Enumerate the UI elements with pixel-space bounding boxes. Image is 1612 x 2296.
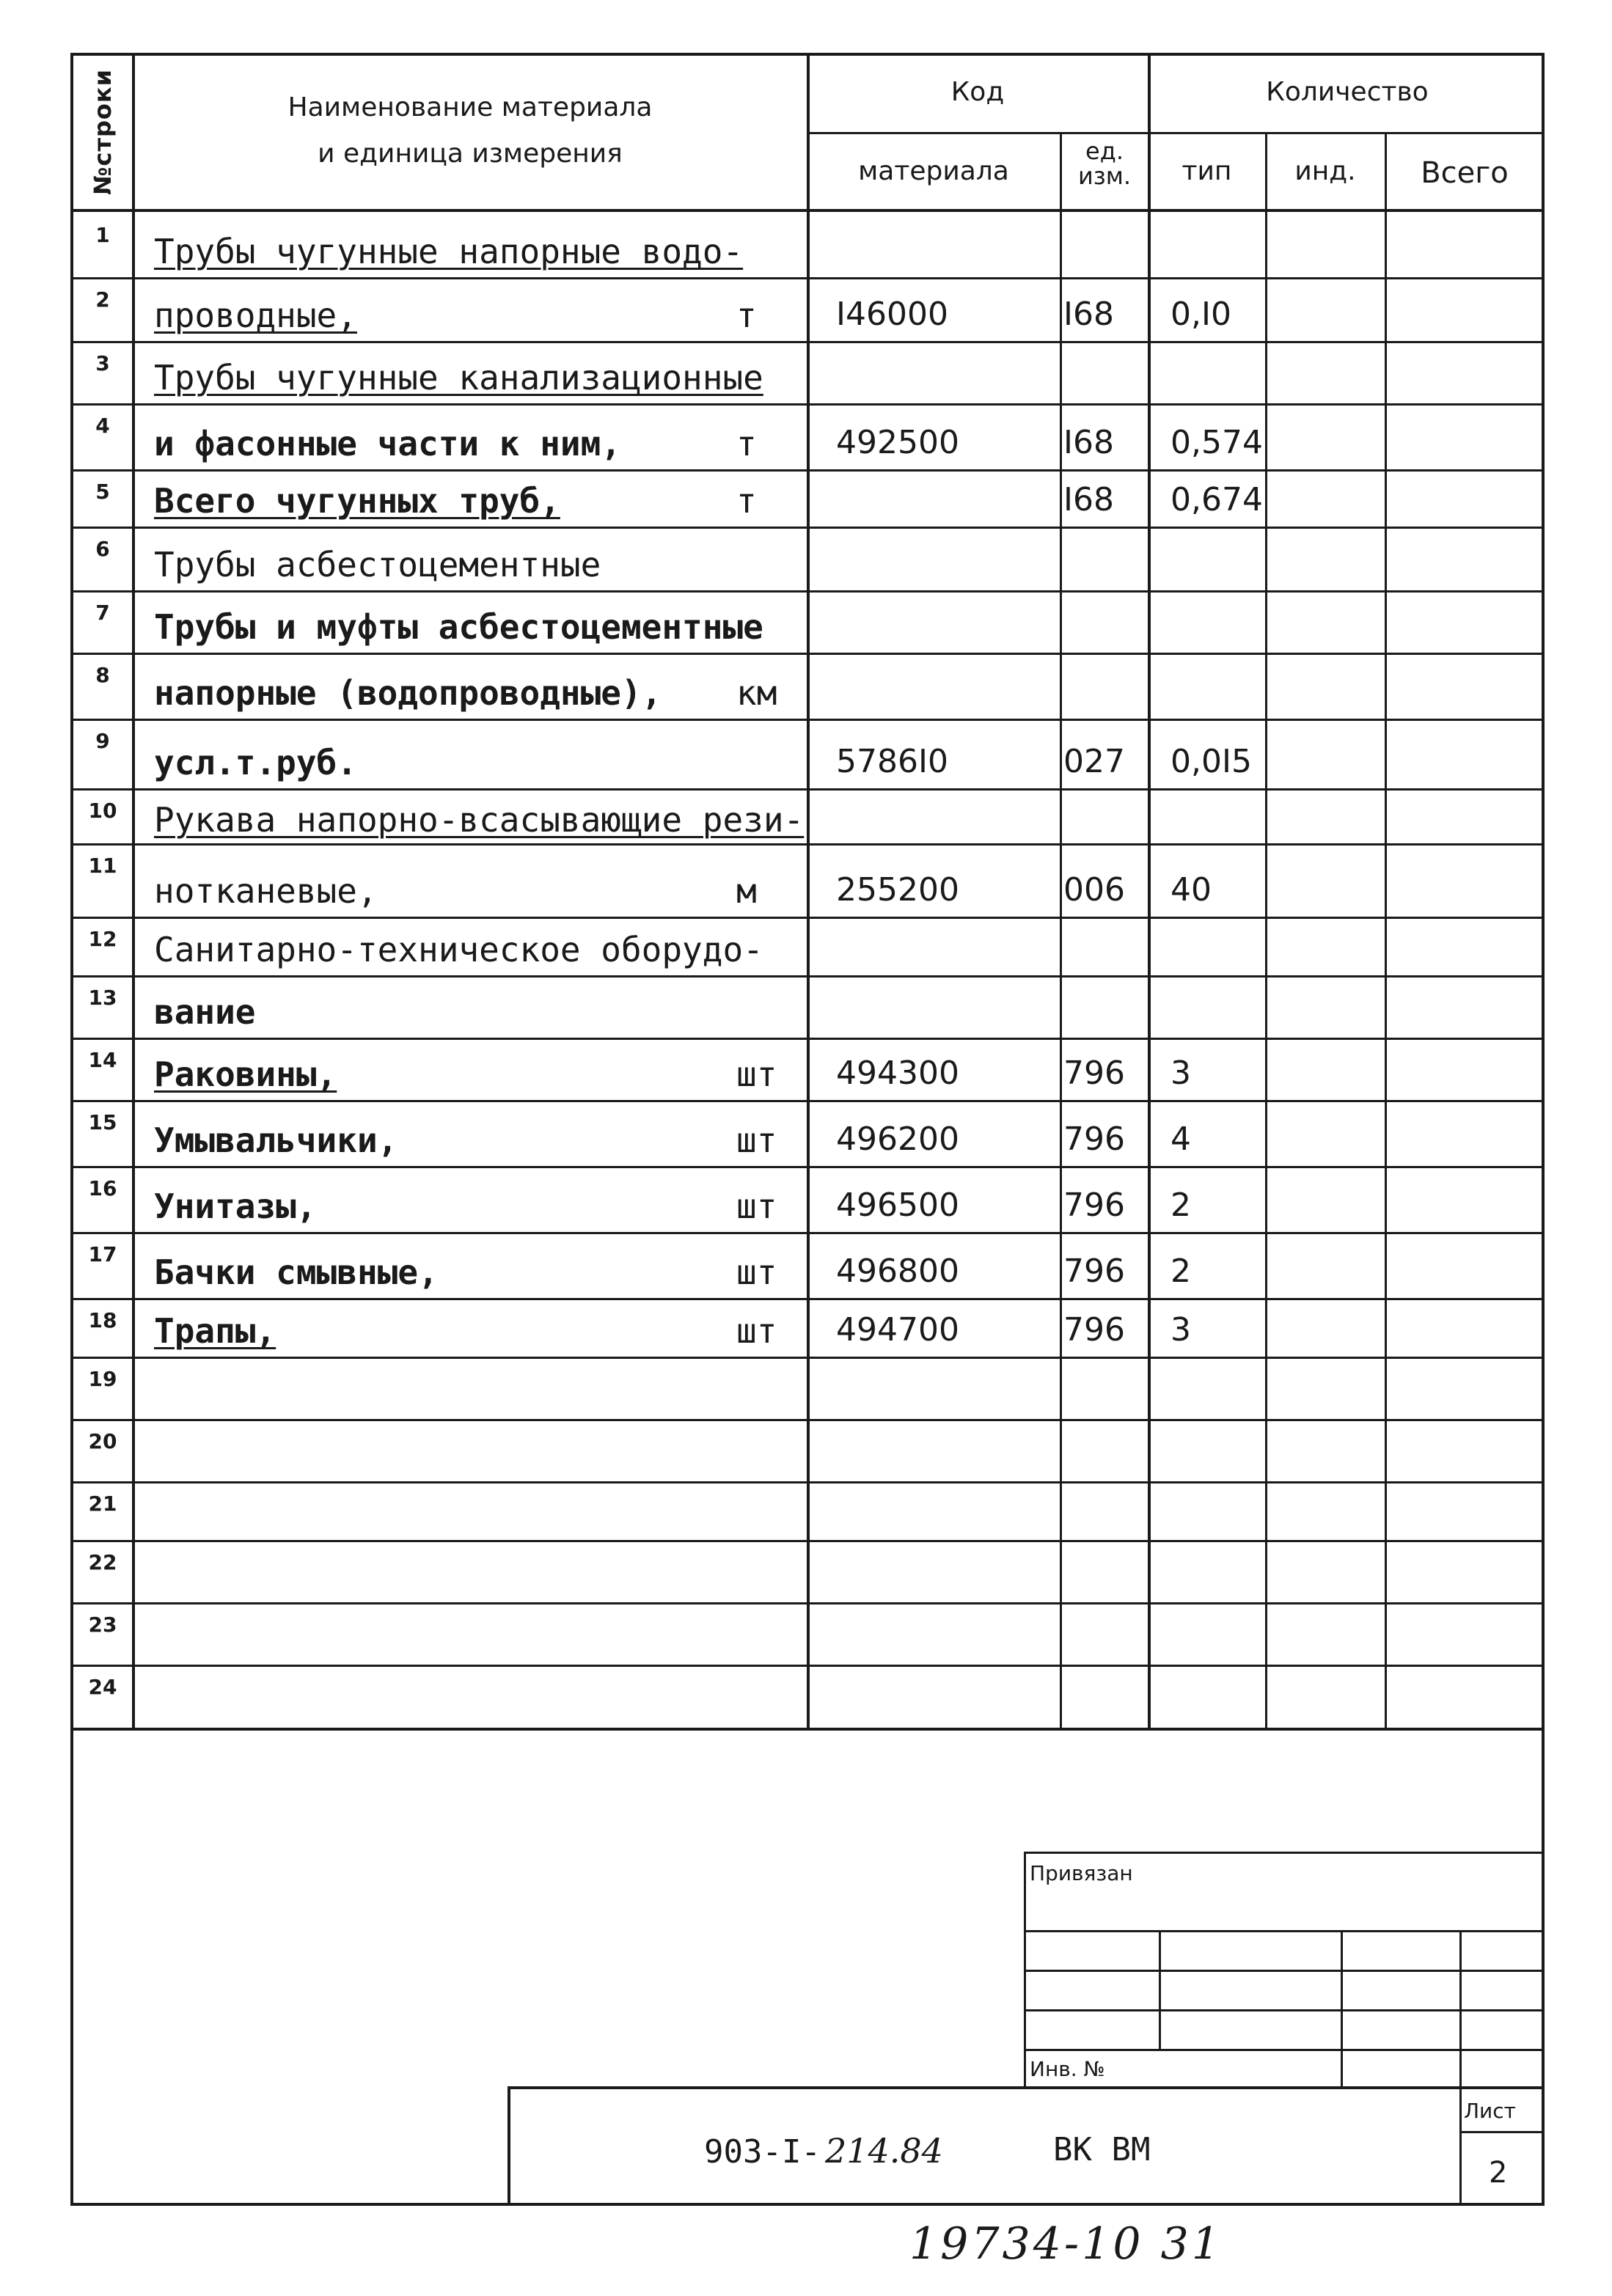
quantity-total-header: Всего (1421, 156, 1509, 190)
table-row (0, 1298, 1612, 1357)
material-name: нотканевые, (154, 871, 378, 911)
material-name: проводные, (154, 296, 357, 335)
code-group-header: Код (950, 77, 1005, 107)
material-name: и фасонные части к ним, (154, 424, 621, 463)
row-number: 20 (88, 1429, 117, 1453)
row-number: 11 (88, 854, 117, 878)
material-unit: м (736, 871, 757, 911)
material-name: Бачки смывные, (154, 1252, 439, 1292)
row-number: 6 (95, 537, 110, 561)
inventory-number-label: Инв. № (1030, 2057, 1105, 2081)
material-code: 494300 (836, 1055, 959, 1092)
archive-stamp: 19734-10 31 (909, 2218, 1223, 2270)
material-name: напорные (водопроводные), (154, 673, 662, 713)
quantity-type: 40 (1170, 871, 1212, 909)
material-code: 496800 (836, 1252, 959, 1290)
table-row (0, 975, 1612, 1038)
material-unit: т (736, 424, 757, 463)
row-number: 4 (95, 414, 110, 438)
table-row (0, 1232, 1612, 1298)
name-header-line1: Наименование материала (287, 92, 653, 122)
quantity-type: 3 (1170, 1311, 1191, 1349)
table-row (0, 527, 1612, 590)
material-name: Трубы асбестоцементные (154, 545, 601, 584)
quantity-type: 3 (1170, 1055, 1191, 1092)
table-row (0, 1166, 1612, 1232)
row-number: 13 (88, 986, 117, 1010)
row-number: 10 (88, 799, 117, 823)
quantity-type: 4 (1170, 1121, 1191, 1158)
quantity-type: 0,I0 (1170, 296, 1231, 333)
material-unit: т (736, 481, 757, 521)
material-name: Всего чугунных труб, (154, 481, 560, 521)
material-name: Умывальчики, (154, 1121, 398, 1160)
row-number: 18 (88, 1308, 117, 1332)
material-unit: шт (736, 1252, 777, 1292)
table-row (0, 917, 1612, 975)
material-name: Санитарно-техническое оборудо- (154, 930, 763, 969)
document-number (704, 2131, 943, 2171)
material-code: 496500 (836, 1186, 959, 1224)
sheet-number: 2 (1489, 2156, 1508, 2190)
material-code: I46000 (836, 296, 948, 333)
material-unit: т (736, 296, 757, 335)
quantity-type-header: тип (1181, 156, 1232, 186)
table-row (0, 1665, 1612, 1728)
table-row (0, 341, 1612, 403)
quantity-group-header: Количество (1266, 77, 1429, 107)
row-number: 21 (88, 1492, 117, 1516)
row-number-header (73, 55, 132, 209)
material-code: 496200 (836, 1121, 959, 1158)
quantity-type: 2 (1170, 1186, 1191, 1224)
sheet-label: Лист (1464, 2099, 1516, 2123)
material-name: усл.т.руб. (154, 743, 357, 782)
code-material-header: материала (858, 156, 1009, 186)
row-number: 3 (95, 351, 110, 375)
table-row (0, 843, 1612, 917)
row-number: 12 (88, 927, 117, 951)
material-name: Трапы, (154, 1311, 276, 1351)
unit-code: 796 (1063, 1186, 1125, 1224)
material-unit: шт (736, 1055, 777, 1094)
material-unit: шт (736, 1311, 777, 1351)
table-row (0, 1602, 1612, 1665)
material-name: Унитазы, (154, 1186, 317, 1226)
row-number: 17 (88, 1242, 117, 1266)
row-number: 15 (88, 1110, 117, 1134)
row-number: 23 (88, 1613, 117, 1637)
table-row (0, 1540, 1612, 1602)
material-unit: шт (736, 1121, 777, 1160)
material-name: Рукава напорно-всасывающие рези- (154, 800, 805, 840)
table-row (0, 788, 1612, 843)
document-code: ВК ВМ (1053, 2131, 1151, 2168)
material-code: 494700 (836, 1311, 959, 1349)
row-number: 19 (88, 1367, 117, 1391)
row-number: 9 (95, 729, 110, 753)
unit-code: 006 (1063, 871, 1125, 909)
material-name: Трубы чугунные канализационные (154, 358, 763, 397)
row-number-header-label: №строки (89, 68, 117, 196)
material-code: 492500 (836, 424, 959, 461)
table-row (0, 1481, 1612, 1540)
unit-code: I68 (1063, 481, 1114, 518)
row-number: 24 (88, 1675, 117, 1699)
document-number-prefix: 903-I- (704, 2133, 821, 2171)
unit-code: 027 (1063, 743, 1125, 780)
code-unit-header: ед. изм. (1077, 137, 1132, 190)
material-code: 255200 (836, 871, 959, 909)
row-number: 7 (95, 601, 110, 625)
material-unit: км (736, 673, 777, 713)
unit-code: I68 (1063, 424, 1114, 461)
table-row (0, 469, 1612, 527)
row-number: 14 (88, 1048, 117, 1072)
row-number: 2 (95, 287, 110, 312)
material-name: Раковины, (154, 1055, 337, 1094)
unit-code: I68 (1063, 296, 1114, 333)
quantity-type: 2 (1170, 1252, 1191, 1290)
table-row (0, 1357, 1612, 1419)
table-row (0, 1038, 1612, 1100)
row-number: 22 (88, 1550, 117, 1574)
material-name: вание (154, 992, 256, 1032)
unit-code: 796 (1063, 1121, 1125, 1158)
table-row (0, 1100, 1612, 1166)
row-number: 16 (88, 1176, 117, 1200)
material-name: Трубы и муфты асбестоцементные (154, 607, 763, 647)
quantity-ind-header: инд. (1294, 156, 1356, 186)
table-row (0, 277, 1612, 341)
unit-code: 796 (1063, 1252, 1125, 1290)
unit-code: 796 (1063, 1311, 1125, 1349)
material-code: 5786I0 (836, 743, 948, 780)
table-row (0, 653, 1612, 719)
table-row (0, 213, 1612, 277)
quantity-type: 0,674 (1170, 481, 1263, 518)
document-number-handwritten: 214.84 (824, 2131, 943, 2171)
material-name: Трубы чугунные напорные водо- (154, 232, 744, 271)
row-number: 5 (95, 480, 110, 504)
table-row (0, 590, 1612, 653)
quantity-type: 0,0I5 (1170, 743, 1252, 780)
material-unit: шт (736, 1186, 777, 1226)
name-header-line2: и единица измерения (318, 139, 623, 169)
unit-code: 796 (1063, 1055, 1125, 1092)
table-row (0, 1419, 1612, 1481)
table-row (0, 719, 1612, 788)
row-number: 8 (95, 663, 110, 687)
table-row (0, 403, 1612, 469)
attached-label: Привязан (1030, 1861, 1133, 1885)
quantity-type: 0,574 (1170, 424, 1263, 461)
row-number: 1 (95, 223, 110, 247)
